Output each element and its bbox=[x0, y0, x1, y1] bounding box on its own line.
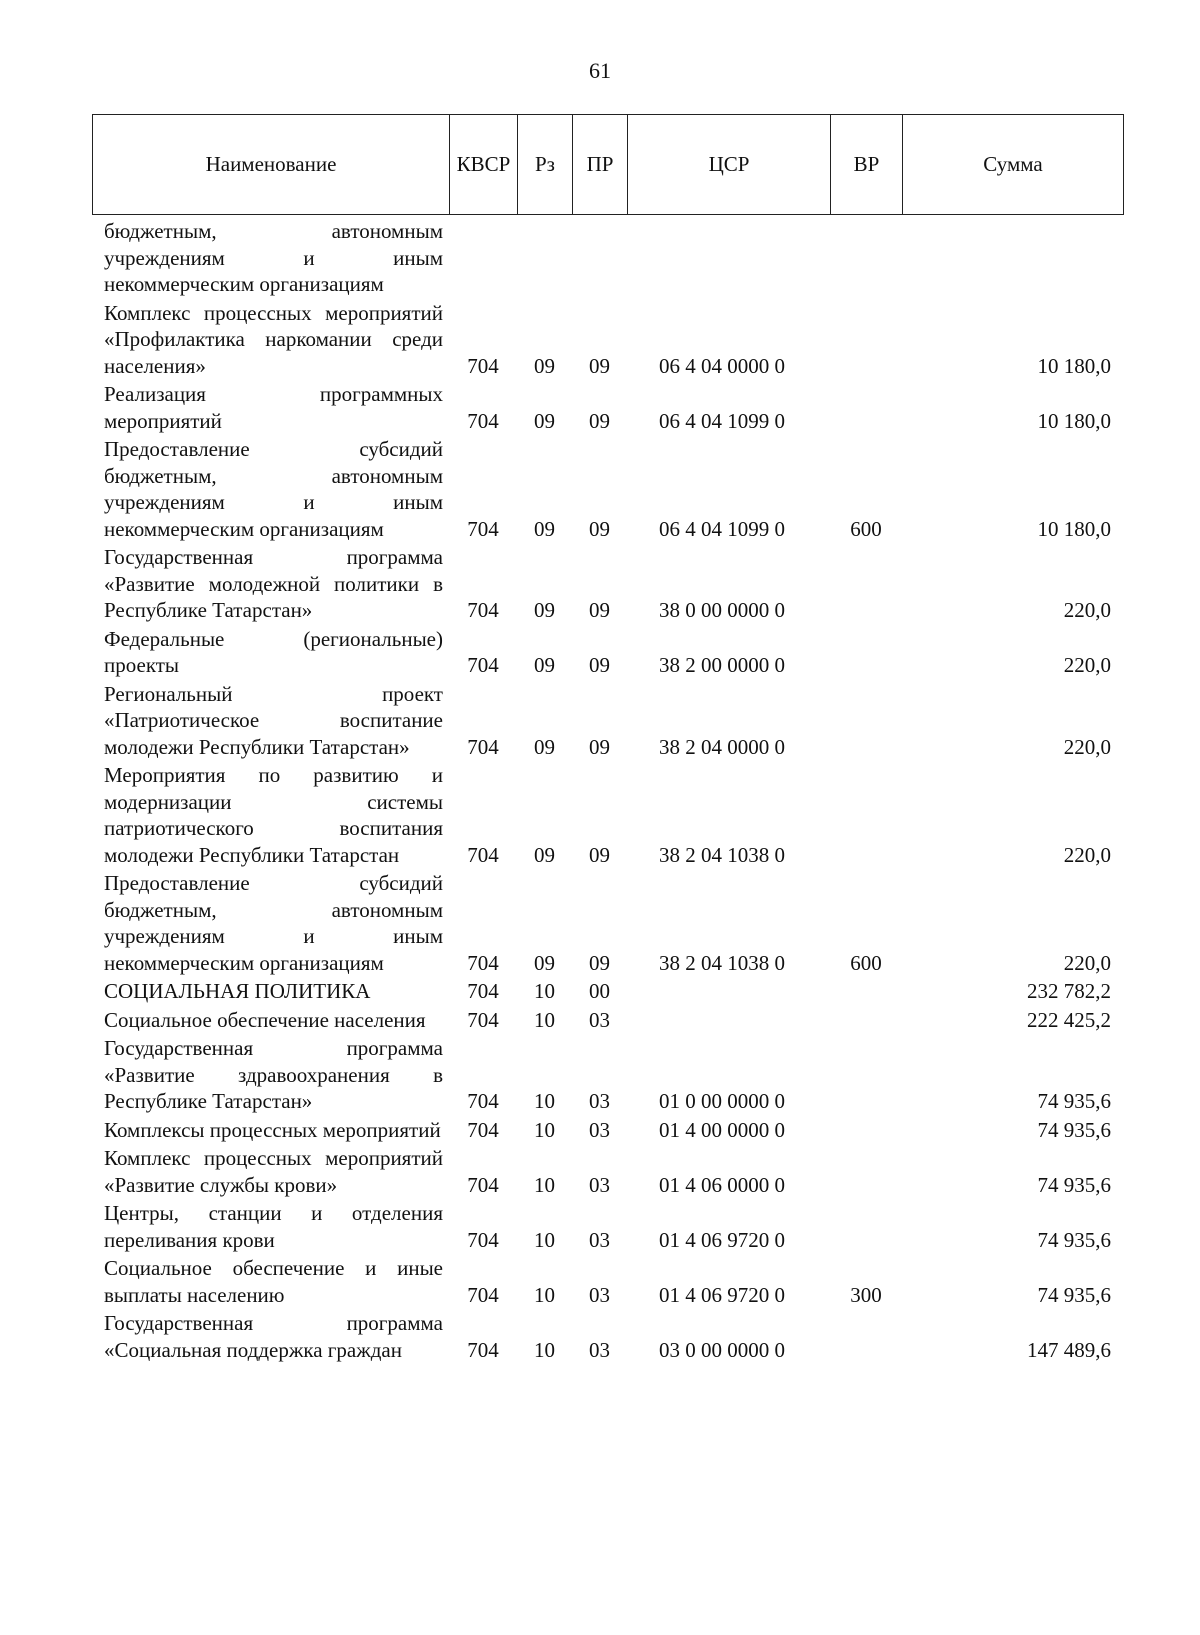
cell-csr: 06 4 04 0000 0 bbox=[659, 353, 785, 378]
cell-csr: 01 4 00 0000 0 bbox=[659, 1117, 785, 1142]
cell-vr bbox=[830, 1115, 902, 1144]
cell-rz: 09 bbox=[534, 653, 555, 677]
cell-rz: 10 bbox=[534, 1007, 555, 1032]
cell-vr bbox=[830, 760, 902, 868]
cell-csr: 38 2 00 0000 0 bbox=[659, 653, 785, 677]
table-row bbox=[92, 679, 1123, 761]
table-row bbox=[92, 1005, 1123, 1034]
table-row bbox=[92, 760, 1123, 868]
cell-sum: 74 935,6 bbox=[1037, 1117, 1111, 1142]
cell-sum: 220,0 bbox=[1063, 598, 1111, 622]
table-header bbox=[92, 114, 1124, 215]
cell-vr: 600 bbox=[850, 516, 882, 541]
budget-table bbox=[92, 216, 1123, 1363]
table-row bbox=[92, 868, 1123, 976]
cell-name bbox=[92, 1033, 449, 1115]
table-row bbox=[92, 1033, 1123, 1115]
header-sum: Сумма bbox=[903, 115, 1124, 215]
cell-pr: 03 bbox=[589, 1172, 610, 1197]
row-name-text: Реализация программных мероприятий bbox=[104, 382, 443, 433]
cell-kvsr bbox=[449, 216, 517, 298]
row-name-text: Социальное обеспечение населения bbox=[104, 1007, 426, 1032]
cell-pr: 03 bbox=[589, 1117, 610, 1142]
cell-kvsr: 704 bbox=[467, 842, 499, 867]
cell-pr: 09 bbox=[589, 950, 610, 975]
cell-csr bbox=[627, 976, 830, 1005]
cell-vr bbox=[830, 1198, 902, 1253]
cell-vr bbox=[830, 379, 902, 434]
cell-vr bbox=[830, 1033, 902, 1115]
cell-kvsr: 704 bbox=[467, 1007, 499, 1032]
cell-csr: 01 4 06 9720 0 bbox=[659, 1227, 785, 1252]
row-name-text: Государственная программа «Социальная поддержка граждан bbox=[104, 1311, 443, 1362]
cell-name bbox=[92, 434, 449, 542]
cell-sum: 222 425,2 bbox=[1027, 1007, 1111, 1032]
cell-csr bbox=[627, 1005, 830, 1034]
row-name-text: Мероприятия по развитию и модернизации системы патриотического воспитания молодежи Республики Татарстан bbox=[104, 763, 443, 867]
header-pr: ПР bbox=[573, 115, 628, 215]
cell-sum: 220,0 bbox=[1063, 950, 1111, 975]
cell-name bbox=[92, 624, 449, 679]
table-row bbox=[92, 1198, 1123, 1253]
cell-pr bbox=[572, 216, 627, 298]
cell-rz: 09 bbox=[534, 353, 555, 378]
cell-rz: 09 bbox=[534, 598, 555, 622]
cell-vr bbox=[830, 542, 902, 624]
cell-sum: 220,0 bbox=[1063, 653, 1111, 677]
cell-kvsr: 704 bbox=[467, 979, 499, 1003]
cell-kvsr: 704 bbox=[467, 1227, 499, 1252]
cell-vr bbox=[830, 216, 902, 298]
cell-name bbox=[92, 760, 449, 868]
cell-kvsr: 704 bbox=[467, 653, 499, 677]
cell-sum: 74 935,6 bbox=[1037, 1089, 1111, 1113]
cell-rz: 10 bbox=[534, 1172, 555, 1197]
table-row bbox=[92, 216, 1123, 298]
cell-name bbox=[92, 1143, 449, 1198]
cell-kvsr: 704 bbox=[467, 1282, 499, 1307]
cell-sum: 74 935,6 bbox=[1037, 1172, 1111, 1197]
table-row bbox=[92, 379, 1123, 434]
cell-rz: 10 bbox=[534, 1227, 555, 1252]
cell-pr: 09 bbox=[589, 516, 610, 541]
cell-vr bbox=[830, 624, 902, 679]
cell-csr bbox=[627, 216, 830, 298]
cell-pr: 00 bbox=[589, 979, 610, 1003]
cell-name bbox=[92, 1308, 449, 1363]
cell-pr: 09 bbox=[589, 408, 610, 433]
cell-sum: 10 180,0 bbox=[1037, 408, 1111, 433]
table-body bbox=[92, 216, 1123, 1363]
cell-vr bbox=[830, 976, 902, 1005]
cell-rz bbox=[517, 216, 572, 298]
cell-rz: 09 bbox=[534, 408, 555, 433]
cell-rz: 09 bbox=[534, 950, 555, 975]
cell-name bbox=[92, 679, 449, 761]
cell-sum: 74 935,6 bbox=[1037, 1282, 1111, 1307]
table-row bbox=[92, 976, 1123, 1005]
cell-name bbox=[92, 379, 449, 434]
table-row bbox=[92, 624, 1123, 679]
cell-vr: 300 bbox=[850, 1282, 882, 1307]
cell-pr: 03 bbox=[589, 1089, 610, 1113]
cell-rz: 09 bbox=[534, 734, 555, 759]
cell-rz: 10 bbox=[534, 1089, 555, 1113]
cell-vr bbox=[830, 1308, 902, 1363]
row-name-text: Предоставление субсидий бюджетным, автономным учреждениям и иным некоммерческим организациям bbox=[104, 871, 443, 975]
cell-kvsr: 704 bbox=[467, 1089, 499, 1113]
cell-name bbox=[92, 1005, 449, 1034]
cell-sum: 220,0 bbox=[1063, 842, 1111, 867]
cell-pr: 09 bbox=[589, 598, 610, 622]
cell-kvsr: 704 bbox=[467, 734, 499, 759]
cell-csr: 01 4 06 9720 0 bbox=[659, 1282, 785, 1307]
cell-rz: 09 bbox=[534, 842, 555, 867]
table-row bbox=[92, 1143, 1123, 1198]
cell-kvsr: 704 bbox=[467, 598, 499, 622]
cell-sum: 220,0 bbox=[1063, 734, 1111, 759]
cell-kvsr: 704 bbox=[467, 408, 499, 433]
header-vr: ВР bbox=[831, 115, 903, 215]
cell-kvsr: 704 bbox=[467, 1117, 499, 1142]
cell-kvsr: 704 bbox=[467, 353, 499, 378]
header-rz: Рз bbox=[518, 115, 573, 215]
table-row bbox=[92, 298, 1123, 380]
cell-vr: 600 bbox=[850, 950, 882, 975]
cell-sum: 147 489,6 bbox=[1027, 1337, 1111, 1362]
cell-pr: 03 bbox=[589, 1282, 610, 1307]
table-row bbox=[92, 1308, 1123, 1363]
cell-kvsr: 704 bbox=[467, 950, 499, 975]
cell-csr: 38 2 04 1038 0 bbox=[659, 950, 785, 975]
row-name-text: Государственная программа «Развитие здравоохранения в Республике Татарстан» bbox=[104, 1036, 443, 1113]
row-name-text: Комплекс процессных мероприятий «Профилактика наркомании среди населения» bbox=[104, 300, 443, 378]
cell-pr: 09 bbox=[589, 734, 610, 759]
cell-name bbox=[92, 216, 449, 298]
cell-pr: 03 bbox=[589, 1227, 610, 1252]
cell-rz: 09 bbox=[534, 516, 555, 541]
table-row bbox=[92, 434, 1123, 542]
cell-vr bbox=[830, 298, 902, 380]
cell-csr: 38 2 04 0000 0 bbox=[659, 734, 785, 759]
cell-name bbox=[92, 1253, 449, 1308]
cell-rz: 10 bbox=[534, 1282, 555, 1307]
cell-pr: 09 bbox=[589, 353, 610, 378]
cell-sum bbox=[902, 216, 1123, 298]
row-name-text: СОЦИАЛЬНАЯ ПОЛИТИКА bbox=[104, 979, 371, 1003]
cell-rz: 10 bbox=[534, 1117, 555, 1142]
cell-pr: 09 bbox=[589, 842, 610, 867]
cell-name bbox=[92, 1198, 449, 1253]
cell-sum: 10 180,0 bbox=[1037, 516, 1111, 541]
cell-vr bbox=[830, 1143, 902, 1198]
cell-csr: 03 0 00 0000 0 bbox=[659, 1337, 785, 1362]
cell-pr: 09 bbox=[589, 653, 610, 677]
cell-kvsr: 704 bbox=[467, 1337, 499, 1362]
cell-csr: 01 4 06 0000 0 bbox=[659, 1172, 785, 1197]
row-name-text: Комплекс процессных мероприятий «Развитие службы крови» bbox=[104, 1146, 443, 1197]
cell-sum: 74 935,6 bbox=[1037, 1227, 1111, 1252]
cell-csr: 06 4 04 1099 0 bbox=[659, 516, 785, 541]
row-name-text: Предоставление субсидий бюджетным, автономным учреждениям и иным некоммерческим организациям bbox=[104, 437, 443, 541]
page-number: 61 bbox=[589, 58, 611, 83]
cell-sum: 10 180,0 bbox=[1037, 353, 1111, 378]
cell-csr: 06 4 04 1099 0 bbox=[659, 408, 785, 433]
row-name-text: Социальное обеспечение и иные выплаты населению bbox=[104, 1256, 443, 1307]
cell-pr: 03 bbox=[589, 1337, 610, 1362]
table-row bbox=[92, 1115, 1123, 1144]
header-csr: ЦСР bbox=[628, 115, 831, 215]
cell-csr: 01 0 00 0000 0 bbox=[659, 1089, 785, 1113]
row-name-text: Центры, станции и отделения переливания крови bbox=[104, 1201, 443, 1252]
cell-rz: 10 bbox=[534, 1337, 555, 1362]
header-name: Наименование bbox=[93, 115, 450, 215]
cell-kvsr: 704 bbox=[467, 516, 499, 541]
cell-vr bbox=[830, 679, 902, 761]
cell-rz: 10 bbox=[534, 979, 555, 1003]
cell-vr bbox=[830, 1005, 902, 1034]
cell-name bbox=[92, 1115, 449, 1144]
row-name-text: Региональный проект «Патриотическое воспитание молодежи Республики Татарстан» bbox=[104, 681, 443, 759]
cell-sum: 232 782,2 bbox=[1027, 979, 1111, 1003]
cell-name bbox=[92, 868, 449, 976]
cell-kvsr: 704 bbox=[467, 1172, 499, 1197]
cell-csr: 38 2 04 1038 0 bbox=[659, 842, 785, 867]
row-name-text: Федеральные (региональные) проекты bbox=[104, 626, 443, 677]
row-name-text: бюджетным, автономным учреждениям и иным некоммерческим организациям bbox=[104, 219, 443, 296]
header-kvsr: КВСР bbox=[450, 115, 518, 215]
cell-pr: 03 bbox=[589, 1007, 610, 1032]
table-row bbox=[92, 1253, 1123, 1308]
cell-csr: 38 0 00 0000 0 bbox=[659, 598, 785, 622]
row-name-text: Комплексы процессных мероприятий bbox=[104, 1117, 441, 1142]
cell-name bbox=[92, 542, 449, 624]
cell-name bbox=[92, 298, 449, 380]
table-row bbox=[92, 542, 1123, 624]
row-name-text: Государственная программа «Развитие молодежной политики в Республике Татарстан» bbox=[104, 545, 443, 622]
cell-name bbox=[92, 976, 449, 1005]
